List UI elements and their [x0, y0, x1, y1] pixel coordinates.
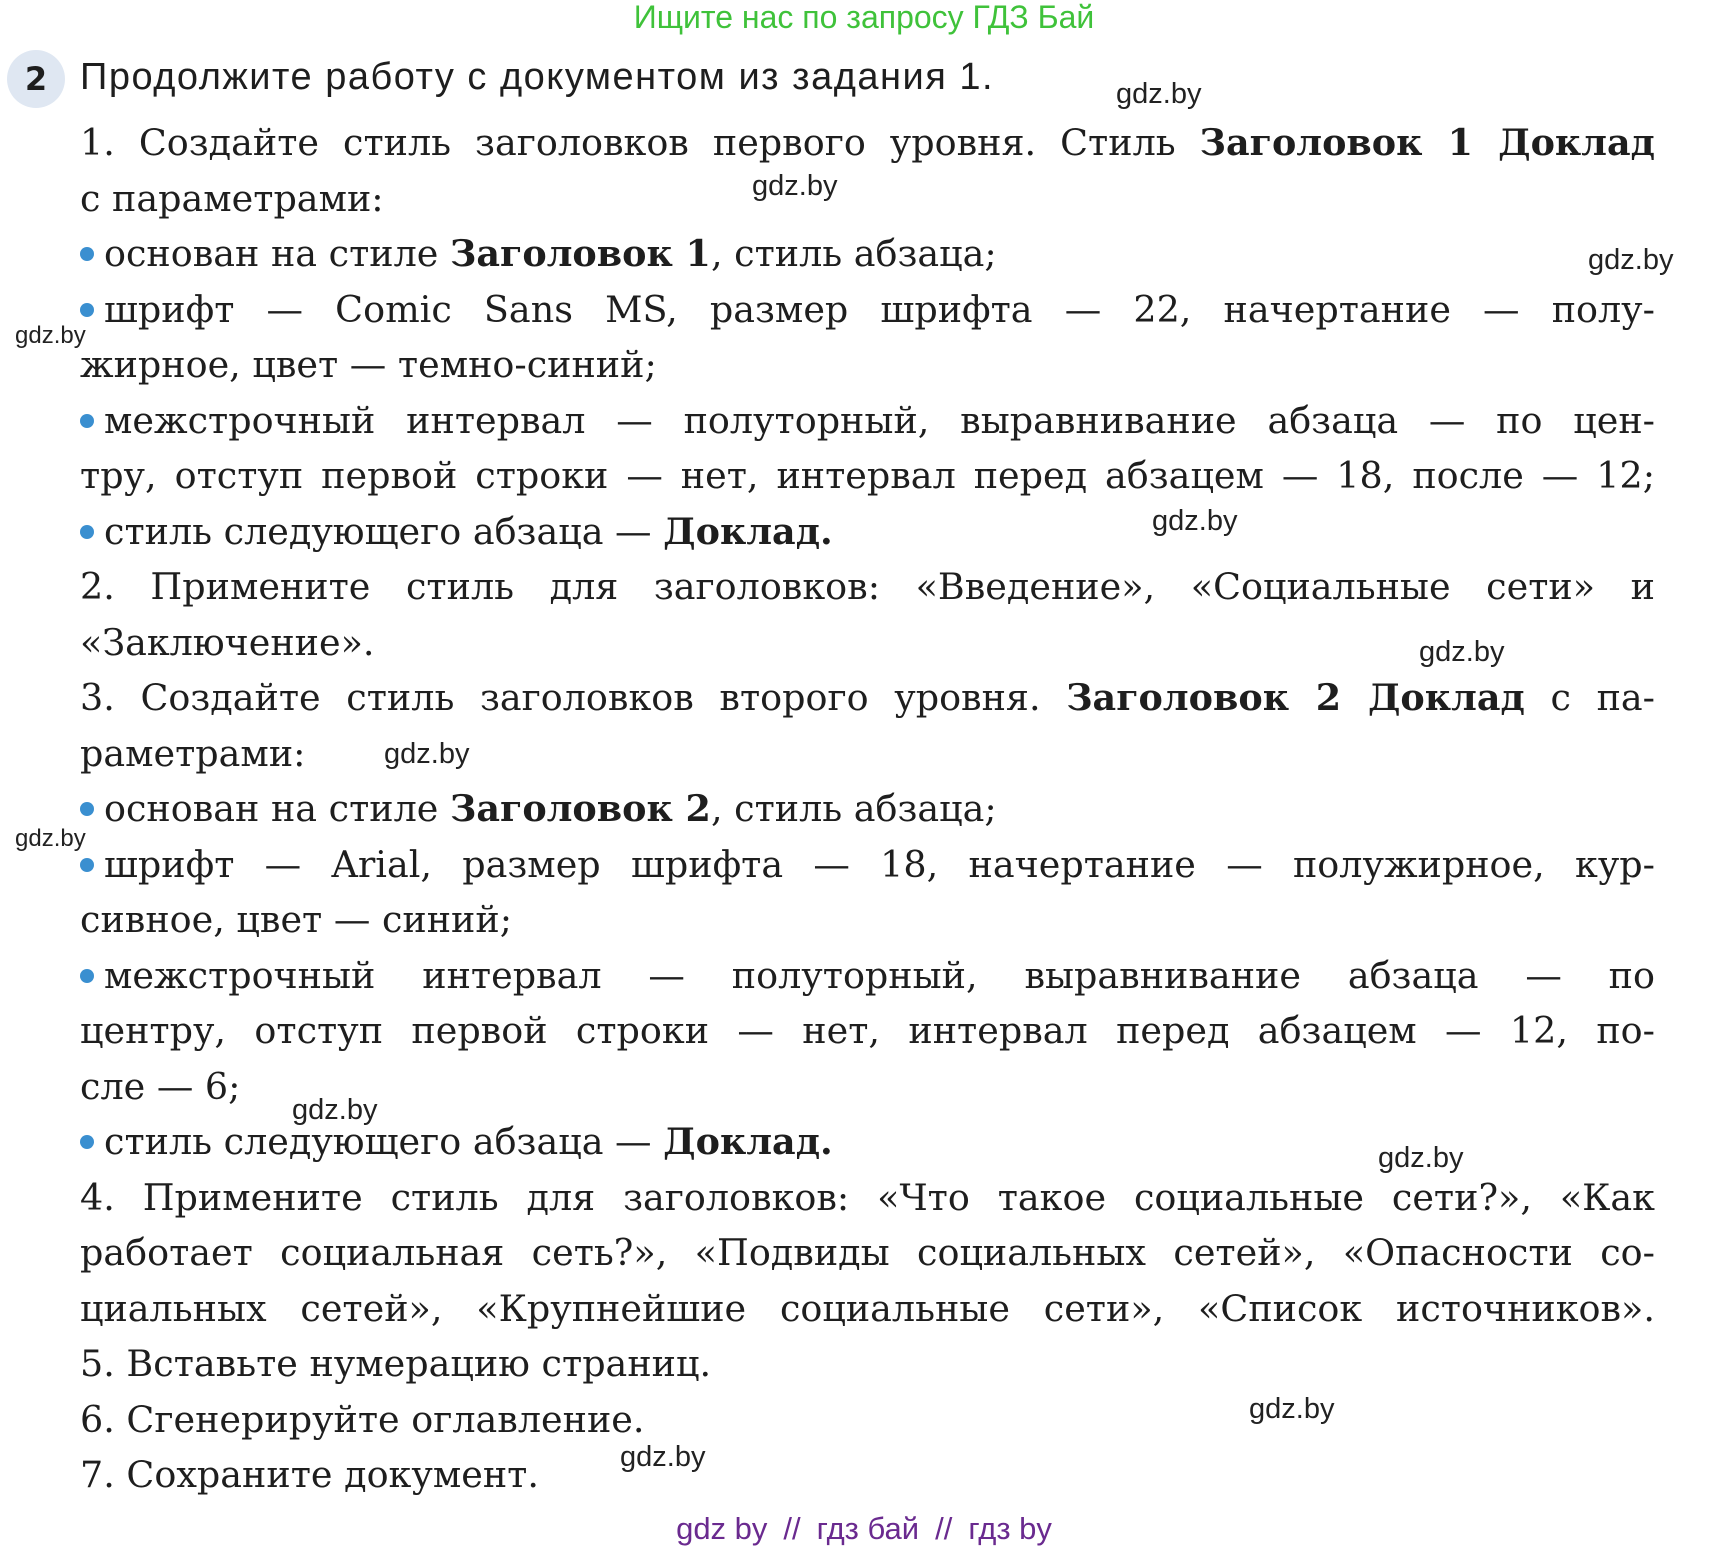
- footer-links: [0, 1513, 1728, 1545]
- text: циальных сетей», «Крупнейшие социальные сети», «Список источников».: [80, 1286, 1655, 1330]
- text: , стиль абзаца;: [710, 232, 997, 275]
- task-instructions: [80, 115, 1655, 1503]
- step-4-line: [80, 1170, 1655, 1226]
- task-title: Продолжите работу с документом из задания 1.: [80, 56, 995, 98]
- text: 4. Примените стиль для заголовков: «Что такое социальные сети?», «Как: [80, 1175, 1655, 1219]
- watermark: gdz.by: [1116, 78, 1202, 110]
- text-line: с параметрами:: [80, 176, 384, 220]
- text: .: [820, 509, 833, 553]
- text: шрифт — Comic Sans MS, размер шрифта — 22, начертание — полу-: [104, 287, 1655, 331]
- footer-link[interactable]: gdz by: [676, 1511, 768, 1546]
- text: шрифт — Arial, размер шрифта — 18, начертание — полужирное, кур-: [104, 842, 1655, 886]
- text-line: жирное, цвет — темно-синий;: [80, 343, 657, 386]
- watermark: gdz.by: [292, 1094, 378, 1126]
- bullet-icon: [80, 1135, 94, 1149]
- footer-link[interactable]: гдз by: [968, 1511, 1052, 1546]
- text-line: [80, 1003, 1655, 1059]
- watermark: gdz.by: [1419, 636, 1505, 668]
- task-number-badge: 2: [7, 50, 65, 108]
- text: основан на стиле: [104, 787, 451, 830]
- text: межстрочный интервал — полуторный, выравнивание абзаца — по цен-: [104, 398, 1655, 442]
- text-line: раметрами:: [80, 731, 306, 775]
- watermark: gdz.by: [1152, 505, 1238, 537]
- bullet-icon: [80, 303, 94, 317]
- watermark: gdz.by: [15, 322, 86, 349]
- style-name: Доклад: [663, 1120, 821, 1163]
- text: стиль следующего абзаца —: [104, 1120, 664, 1163]
- watermark: gdz.by: [1588, 244, 1674, 276]
- text: центру, отступ первой строки — нет, интервал перед абзацем — 12, по-: [80, 1009, 1655, 1052]
- text-line: [80, 448, 1655, 504]
- bullet-icon: [80, 414, 94, 428]
- text-line: «Заключение».: [80, 620, 375, 664]
- style-name: Заголовок 2: [450, 787, 711, 830]
- text-line: [80, 1281, 1655, 1337]
- step-7-line: 7. Сохраните документ.: [80, 1453, 539, 1496]
- text: межстрочный интервал — полуторный, выравнивание абзаца — по: [104, 953, 1655, 997]
- style-name: Заголовок 1 Доклад: [1199, 121, 1655, 164]
- bullet-item: [80, 393, 1655, 449]
- watermark: gdz.by: [1249, 1393, 1335, 1425]
- step-2-line: [80, 559, 1655, 615]
- text: стиль следующего абзаца —: [104, 509, 664, 553]
- bullet-item: [80, 226, 1655, 282]
- text: .: [820, 1120, 833, 1163]
- watermark: gdz.by: [620, 1441, 706, 1473]
- bullet-icon: [80, 247, 94, 261]
- watermark: gdz.by: [1378, 1142, 1464, 1174]
- bullet-item: [80, 837, 1655, 893]
- step-3-line: [80, 670, 1655, 726]
- bullet-icon: [80, 802, 94, 816]
- style-name: Заголовок 1: [450, 232, 711, 275]
- bullet-icon: [80, 969, 94, 983]
- footer-separator: //: [935, 1511, 953, 1546]
- style-name: Заголовок 2 Доклад: [1066, 676, 1525, 719]
- text: 1. Создайте стиль заголовков первого уровня. Стиль: [80, 121, 1200, 164]
- text: работает социальная сеть?», «Подвиды социальных сетей», «Опасности со-: [80, 1231, 1655, 1274]
- text: с па-: [1524, 676, 1656, 719]
- bullet-icon: [80, 525, 94, 539]
- text-line: сле — 6;: [80, 1064, 241, 1108]
- text: тру, отступ первой строки — нет, интервал перед абзацем — 18, после — 12;: [80, 454, 1655, 497]
- promo-banner[interactable]: Ищите нас по запросу ГДЗ Бай: [633, 0, 1095, 35]
- watermark: gdz.by: [752, 170, 838, 202]
- step-5-line: 5. Вставьте нумерацию страниц.: [80, 1342, 712, 1385]
- footer-separator: //: [783, 1511, 801, 1546]
- bullet-item: [80, 948, 1655, 1004]
- bullet-item: [80, 282, 1655, 338]
- watermark: gdz.by: [384, 738, 470, 770]
- bullet-icon: [80, 858, 94, 872]
- text: , стиль абзаца;: [710, 787, 997, 830]
- text: 2. Примените стиль для заголовков: «Введение», «Социальные сети» и: [80, 565, 1655, 608]
- footer-link[interactable]: гдз бай: [816, 1511, 920, 1546]
- text-line: сивное, цвет — синий;: [80, 898, 512, 941]
- bullet-item: [80, 504, 1655, 560]
- text-line: [80, 1225, 1655, 1281]
- text: 3. Создайте стиль заголовков второго уровня.: [80, 676, 1067, 719]
- step-1-line: [80, 115, 1655, 171]
- step-6-line: 6. Сгенерируйте оглавление.: [80, 1397, 645, 1441]
- watermark: gdz.by: [15, 825, 86, 852]
- text: основан на стиле: [104, 232, 451, 275]
- style-name: Доклад: [663, 509, 821, 553]
- bullet-item: [80, 781, 1655, 837]
